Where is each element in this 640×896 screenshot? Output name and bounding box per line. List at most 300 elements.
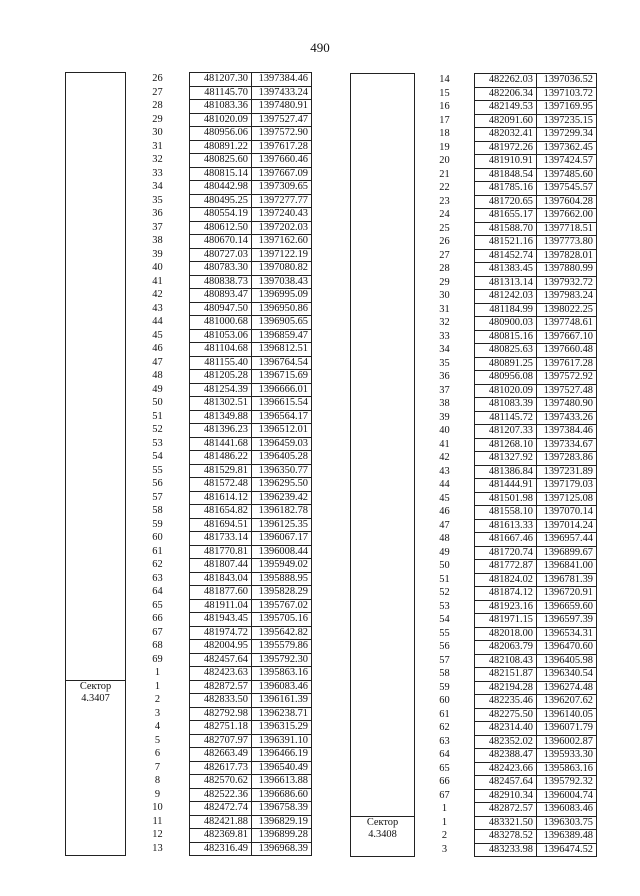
x-coordinate: 482617.73 [190,761,252,775]
point-number: 6 [126,748,190,762]
x-coordinate: 481655.17 [475,209,537,223]
y-coordinate: 1397169.95 [537,101,597,115]
point-number: 67 [126,626,190,640]
sector-cell [351,74,415,817]
x-coordinate: 482149.53 [475,101,537,115]
y-coordinate: 1396274.48 [537,681,597,695]
y-coordinate: 1396238.71 [252,707,312,721]
y-coordinate: 1396613.88 [252,775,312,789]
point-number: 52 [415,587,475,601]
point-number: 49 [415,546,475,560]
table-row [66,680,312,694]
x-coordinate: 480956.08 [475,371,537,385]
y-coordinate: 1397617.28 [537,357,597,371]
y-coordinate: 1396899.67 [537,546,597,560]
y-coordinate: 1397485.60 [537,168,597,182]
x-coordinate: 482522.36 [190,788,252,802]
x-coordinate: 481145.70 [190,86,252,100]
point-number: 16 [415,101,475,115]
x-coordinate: 481943.45 [190,613,252,627]
x-coordinate: 482872.57 [475,803,537,817]
x-coordinate: 481383.45 [475,263,537,277]
y-coordinate: 1395863.16 [252,667,312,681]
point-number: 58 [126,505,190,519]
x-coordinate: 482423.63 [190,667,252,681]
x-coordinate: 481614.12 [190,491,252,505]
y-coordinate: 1396239.42 [252,491,312,505]
y-coordinate: 1397231.89 [537,465,597,479]
page-number: 490 [310,40,330,55]
sector-name: Сектор [79,680,112,692]
point-number: 41 [126,275,190,289]
y-coordinate: 1397179.03 [537,479,597,493]
x-coordinate: 482388.47 [475,749,537,763]
x-coordinate: 481000.68 [190,316,252,330]
table-row [351,74,597,88]
point-number: 26 [126,73,190,87]
point-number: 2 [126,694,190,708]
point-number: 3 [415,843,475,857]
y-coordinate: 1397545.57 [537,182,597,196]
y-coordinate: 1396002.87 [537,735,597,749]
y-coordinate: 1396564.17 [252,410,312,424]
point-number: 13 [126,842,190,856]
y-coordinate: 1396315.29 [252,721,312,735]
point-number: 8 [126,775,190,789]
point-number: 46 [126,343,190,357]
x-coordinate: 482663.49 [190,748,252,762]
y-coordinate: 1397880.99 [537,263,597,277]
point-number: 50 [126,397,190,411]
x-coordinate: 480825.63 [475,344,537,358]
y-coordinate: 1397235.15 [537,114,597,128]
point-number: 62 [126,559,190,573]
y-coordinate: 1395949.02 [252,559,312,573]
x-coordinate: 481572.48 [190,478,252,492]
y-coordinate: 1397103.72 [537,87,597,101]
table-row [351,816,597,830]
sector-code: 4.3408 [368,829,397,840]
point-number: 36 [415,371,475,385]
y-coordinate: 1395642.82 [252,626,312,640]
x-coordinate: 481843.04 [190,572,252,586]
x-coordinate: 481654.82 [190,505,252,519]
point-number: 54 [126,451,190,465]
x-coordinate: 481396.23 [190,424,252,438]
point-number: 15 [415,87,475,101]
x-coordinate: 481720.65 [475,195,537,209]
y-coordinate: 1397283.86 [537,452,597,466]
y-coordinate: 1396474.52 [537,843,597,857]
y-coordinate: 1396597.39 [537,614,597,628]
y-coordinate: 1397080.82 [252,262,312,276]
coordinates-table-right [350,73,597,857]
x-coordinate: 481268.10 [475,438,537,452]
x-coordinate: 481053.06 [190,329,252,343]
point-number: 39 [126,248,190,262]
y-coordinate: 1395579.86 [252,640,312,654]
point-number: 10 [126,802,190,816]
point-number: 39 [415,411,475,425]
point-number: 62 [415,722,475,736]
y-coordinate: 1397433.24 [252,86,312,100]
x-coordinate: 482314.40 [475,722,537,736]
table-row [66,73,312,87]
point-number: 1 [415,816,475,830]
x-coordinate: 481694.51 [190,518,252,532]
y-coordinate: 1397604.28 [537,195,597,209]
sector-cell [66,680,126,856]
x-coordinate: 480815.16 [475,330,537,344]
x-coordinate: 481972.26 [475,141,537,155]
y-coordinate: 1396182.78 [252,505,312,519]
x-coordinate: 482707.97 [190,734,252,748]
x-coordinate: 482833.50 [190,694,252,708]
y-coordinate: 1396008.44 [252,545,312,559]
y-coordinate: 1397038.43 [252,275,312,289]
point-number: 4 [126,721,190,735]
x-coordinate: 482751.18 [190,721,252,735]
point-number: 38 [415,398,475,412]
y-coordinate: 1395828.29 [252,586,312,600]
point-number: 9 [126,788,190,802]
point-number: 1 [126,667,190,681]
y-coordinate: 1396781.39 [537,573,597,587]
x-coordinate: 481207.30 [190,73,252,87]
y-coordinate: 1397773.80 [537,236,597,250]
point-number: 65 [415,762,475,776]
y-coordinate: 1396899.28 [252,829,312,843]
point-number: 53 [126,437,190,451]
point-number: 46 [415,506,475,520]
point-number: 58 [415,668,475,682]
y-coordinate: 1397362.45 [537,141,597,155]
x-coordinate: 480825.60 [190,154,252,168]
point-number: 44 [415,479,475,493]
y-coordinate: 1396207.62 [537,695,597,709]
point-number: 35 [126,194,190,208]
y-coordinate: 1396391.10 [252,734,312,748]
y-coordinate: 1397527.47 [252,113,312,127]
y-coordinate: 1397070.14 [537,506,597,520]
y-coordinate: 1397667.09 [252,167,312,181]
x-coordinate: 481971.15 [475,614,537,628]
x-coordinate: 482792.98 [190,707,252,721]
point-number: 48 [415,533,475,547]
point-number: 32 [415,317,475,331]
y-coordinate: 1397334.67 [537,438,597,452]
x-coordinate: 482423.66 [475,762,537,776]
y-coordinate: 1396389.48 [537,830,597,844]
y-coordinate: 1396295.50 [252,478,312,492]
point-number: 24 [415,209,475,223]
y-coordinate: 1397527.48 [537,384,597,398]
point-number: 40 [126,262,190,276]
x-coordinate: 481720.74 [475,546,537,560]
y-coordinate: 1397662.00 [537,209,597,223]
point-number: 34 [415,344,475,358]
point-number: 7 [126,761,190,775]
y-coordinate: 1396812.51 [252,343,312,357]
point-number: 60 [126,532,190,546]
point-number: 59 [126,518,190,532]
y-coordinate: 1396905.65 [252,316,312,330]
x-coordinate: 480612.50 [190,221,252,235]
point-number: 45 [415,492,475,506]
x-coordinate: 480727.03 [190,248,252,262]
x-coordinate: 481785.16 [475,182,537,196]
x-coordinate: 480783.30 [190,262,252,276]
y-coordinate: 1396350.77 [252,464,312,478]
y-coordinate: 1397277.77 [252,194,312,208]
point-number: 56 [415,641,475,655]
x-coordinate: 481848.54 [475,168,537,182]
x-coordinate: 481386.84 [475,465,537,479]
point-number: 36 [126,208,190,222]
x-coordinate: 480442.98 [190,181,252,195]
x-coordinate: 481923.16 [475,600,537,614]
point-number: 30 [126,127,190,141]
point-number: 66 [126,613,190,627]
point-number: 2 [415,830,475,844]
x-coordinate: 482872.57 [190,680,252,694]
point-number: 33 [415,330,475,344]
y-coordinate: 1395863.16 [537,762,597,776]
y-coordinate: 1396540.49 [252,761,312,775]
y-coordinate: 1396466.19 [252,748,312,762]
point-number: 57 [126,491,190,505]
x-coordinate: 482352.02 [475,735,537,749]
point-number: 12 [126,829,190,843]
x-coordinate: 481807.44 [190,559,252,573]
point-number: 30 [415,290,475,304]
x-coordinate: 482570.62 [190,775,252,789]
x-coordinate: 481824.02 [475,573,537,587]
point-number: 60 [415,695,475,709]
point-number: 55 [415,627,475,641]
y-coordinate: 1396161.39 [252,694,312,708]
x-coordinate: 481184.99 [475,303,537,317]
point-number: 23 [415,195,475,209]
x-coordinate: 482910.34 [475,789,537,803]
point-number: 19 [415,141,475,155]
point-number: 47 [415,519,475,533]
x-coordinate: 482316.49 [190,842,252,856]
x-coordinate: 481613.33 [475,519,537,533]
point-number: 49 [126,383,190,397]
y-coordinate: 1396686.60 [252,788,312,802]
x-coordinate: 481254.39 [190,383,252,397]
point-number: 38 [126,235,190,249]
x-coordinate: 480900.03 [475,317,537,331]
x-coordinate: 481452.74 [475,249,537,263]
y-coordinate: 1396140.05 [537,708,597,722]
y-coordinate: 1397309.65 [252,181,312,195]
y-coordinate: 1397572.92 [537,371,597,385]
y-coordinate: 1395767.02 [252,599,312,613]
point-number: 63 [415,735,475,749]
y-coordinate: 1395792.30 [252,653,312,667]
y-coordinate: 1397480.90 [537,398,597,412]
y-coordinate: 1397433.26 [537,411,597,425]
x-coordinate: 481327.92 [475,452,537,466]
x-coordinate: 481911.04 [190,599,252,613]
y-coordinate: 1396340.54 [537,668,597,682]
x-coordinate: 481205.28 [190,370,252,384]
x-coordinate: 481020.09 [190,113,252,127]
sector-name: Сектор [366,816,399,828]
x-coordinate: 482369.81 [190,829,252,843]
y-coordinate: 1396459.03 [252,437,312,451]
x-coordinate: 480893.47 [190,289,252,303]
coordinates-table-left [65,72,312,856]
x-coordinate: 482472.74 [190,802,252,816]
point-number: 43 [126,302,190,316]
x-coordinate: 482206.34 [475,87,537,101]
y-coordinate: 1397828.01 [537,249,597,263]
x-coordinate: 482457.64 [475,776,537,790]
y-coordinate: 1397162.60 [252,235,312,249]
point-number: 1 [126,680,190,694]
point-number: 64 [415,749,475,763]
sector-code: 4.3407 [81,693,110,704]
point-number: 27 [415,249,475,263]
point-number: 37 [415,384,475,398]
point-number: 42 [126,289,190,303]
point-number: 31 [126,140,190,154]
x-coordinate: 482108.43 [475,654,537,668]
x-coordinate: 481444.91 [475,479,537,493]
point-number: 59 [415,681,475,695]
point-number: 53 [415,600,475,614]
x-coordinate: 482194.28 [475,681,537,695]
y-coordinate: 1397014.24 [537,519,597,533]
x-coordinate: 481145.72 [475,411,537,425]
x-coordinate: 482063.79 [475,641,537,655]
x-coordinate: 480891.25 [475,357,537,371]
y-coordinate: 1396995.09 [252,289,312,303]
y-coordinate: 1396859.47 [252,329,312,343]
point-number: 41 [415,438,475,452]
y-coordinate: 1395933.30 [537,749,597,763]
point-number: 17 [415,114,475,128]
x-coordinate: 481083.39 [475,398,537,412]
y-coordinate: 1397667.10 [537,330,597,344]
point-number: 35 [415,357,475,371]
point-number: 56 [126,478,190,492]
point-number: 48 [126,370,190,384]
x-coordinate: 480891.22 [190,140,252,154]
point-number: 29 [126,113,190,127]
y-coordinate: 1397125.08 [537,492,597,506]
y-coordinate: 1396303.75 [537,816,597,830]
y-coordinate: 1395792.32 [537,776,597,790]
y-coordinate: 1397384.46 [252,73,312,87]
x-coordinate: 481974.72 [190,626,252,640]
y-coordinate: 1396125.35 [252,518,312,532]
y-coordinate: 1397932.72 [537,276,597,290]
x-coordinate: 481207.33 [475,425,537,439]
y-coordinate: 1397424.57 [537,155,597,169]
point-number: 42 [415,452,475,466]
y-coordinate: 1395888.95 [252,572,312,586]
y-coordinate: 1397299.34 [537,128,597,142]
point-number: 52 [126,424,190,438]
point-number: 21 [415,168,475,182]
y-coordinate: 1396004.74 [537,789,597,803]
x-coordinate: 481877.60 [190,586,252,600]
y-coordinate: 1396512.01 [252,424,312,438]
x-coordinate: 482091.60 [475,114,537,128]
y-coordinate: 1397036.52 [537,74,597,88]
point-number: 32 [126,154,190,168]
point-number: 68 [126,640,190,654]
y-coordinate: 1397480.91 [252,100,312,114]
point-number: 50 [415,560,475,574]
point-number: 69 [126,653,190,667]
y-coordinate: 1396659.60 [537,600,597,614]
y-coordinate: 1396957.44 [537,533,597,547]
y-coordinate: 1396968.39 [252,842,312,856]
point-number: 51 [126,410,190,424]
point-number: 34 [126,181,190,195]
x-coordinate: 482032.41 [475,128,537,142]
y-coordinate: 1397983.24 [537,290,597,304]
point-number: 18 [415,128,475,142]
x-coordinate: 482262.03 [475,74,537,88]
x-coordinate: 481441.68 [190,437,252,451]
y-coordinate: 1396715.69 [252,370,312,384]
point-number: 28 [126,100,190,114]
point-number: 44 [126,316,190,330]
point-number: 26 [415,236,475,250]
x-coordinate: 480495.25 [190,194,252,208]
point-number: 64 [126,586,190,600]
x-coordinate: 481302.51 [190,397,252,411]
x-coordinate: 481529.81 [190,464,252,478]
x-coordinate: 481155.40 [190,356,252,370]
y-coordinate: 1397202.03 [252,221,312,235]
point-number: 45 [126,329,190,343]
point-number: 47 [126,356,190,370]
y-coordinate: 1397660.48 [537,344,597,358]
y-coordinate: 1396071.79 [537,722,597,736]
y-coordinate: 1395705.16 [252,613,312,627]
y-coordinate: 1396666.01 [252,383,312,397]
point-number: 27 [126,86,190,100]
y-coordinate: 1397122.19 [252,248,312,262]
point-number: 51 [415,573,475,587]
y-coordinate: 1397384.46 [537,425,597,439]
point-number: 3 [126,707,190,721]
y-coordinate: 1396764.54 [252,356,312,370]
y-coordinate: 1397240.43 [252,208,312,222]
point-number: 28 [415,263,475,277]
y-coordinate: 1396405.98 [537,654,597,668]
x-coordinate: 481874.12 [475,587,537,601]
y-coordinate: 1396829.19 [252,815,312,829]
point-number: 57 [415,654,475,668]
point-number: 33 [126,167,190,181]
y-coordinate: 1397572.90 [252,127,312,141]
x-coordinate: 481349.88 [190,410,252,424]
y-coordinate: 1397660.46 [252,154,312,168]
x-coordinate: 483278.52 [475,830,537,844]
x-coordinate: 481083.36 [190,100,252,114]
point-number: 54 [415,614,475,628]
point-number: 14 [415,74,475,88]
x-coordinate: 481588.70 [475,222,537,236]
